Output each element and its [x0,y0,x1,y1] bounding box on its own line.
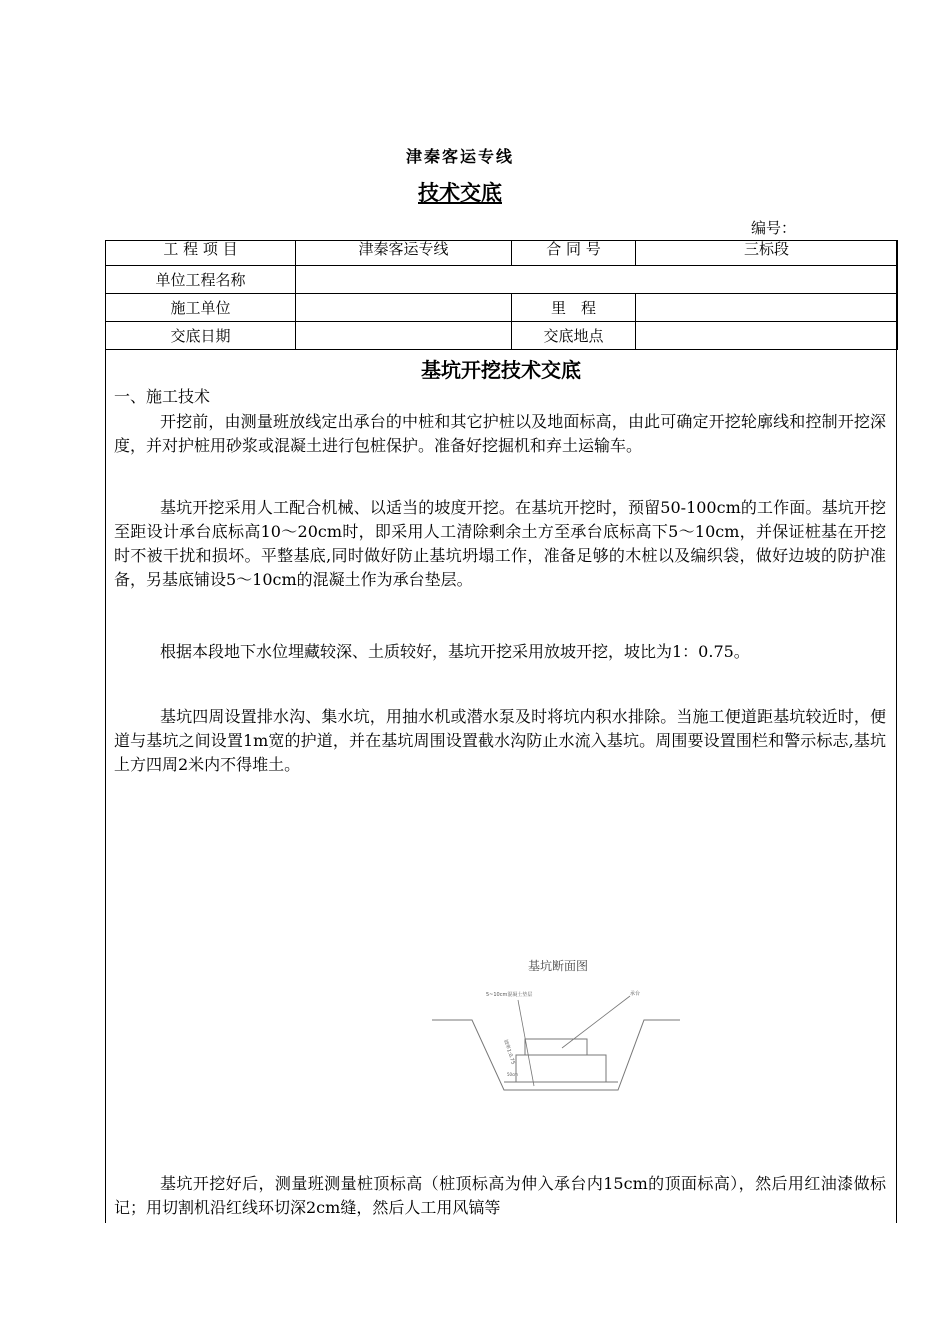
paragraph-1: 开挖前，由测量班放线定出承台的中桩和其它护桩以及地面标高，由此可确定开挖轮廓线和控制开挖深度，并对护桩用砂浆或混凝土进行包桩保护。准备好挖掘机和弃土运输车。 [114,412,886,455]
cap-top [525,1039,587,1055]
place-value [636,322,898,350]
project-value: 津秦客运专线 [296,241,512,266]
contract-value: 三标段 [636,241,898,266]
unit-name-value [296,266,898,294]
project-name: 津秦客运专线 [405,147,514,166]
pit-section-diagram [430,948,685,1098]
paragraph-5: 基坑开挖好后，测量班测量桩顶标高（桩顶标高为伸入承台内15cm的顶面标高），然后用红油漆做标记；用切割机沿红线环切深2cm缝，然后人工用风镐等 [114,1174,886,1217]
diagram-title: 基坑断面图 [527,959,589,973]
info-row-unit [106,266,898,294]
doc-number-label: 编号： [751,219,797,237]
diagram-work-label: 50cm [507,1072,519,1077]
cap-base [516,1055,606,1082]
info-table [105,240,898,350]
info-row-project [106,241,898,266]
contract-label: 合 同 号 [512,241,636,266]
section-title: 基坑开挖技术交底 [421,358,581,382]
paragraph-2: 基坑开挖采用人工配合机械、以适当的坡度开挖。在基坑开挖时，预留50-100cm的工作面。基坑开挖至距设计承台底标高10～20cm时，即采用人工清除剩余土方至承台底标高下5～10cm，并保证桩基在开挖时不被干扰和损坏。平整基底,同时做好防止基坑坍塌工作，准备足够的木桩以及编织袋，做好边坡的防护准备，另基底铺设5～10cm的混凝土作为承台垫层。 [114,498,886,589]
paragraph-4: 基坑四周设置排水沟、集水坑，用抽水机或潜水泵及时将坑内积水排除。当施工便道距基坑较近时，便道与基坑之间设置1m宽的护道，并在基坑周围设置截水沟防止水流入基坑。周围要设置围栏和警示标志,基坑上方四周2米内不得堆土。 [114,707,886,774]
date-label: 交底日期 [106,322,296,350]
paragraph-3: 根据本段地下水位埋藏较深、土质较好，基坑开挖采用放坡开挖，坡比为1：0.75。 [160,642,750,661]
builder-value [296,294,512,322]
unit-name-label: 单位工程名称 [106,266,296,294]
doc-title [0,177,920,207]
place-label: 交底地点 [512,322,636,350]
builder-label: 施工单位 [106,294,296,322]
mileage-value [636,294,898,322]
info-row-builder [106,294,898,322]
mileage-label: 里 程 [512,294,636,322]
diagram-cushion-label: 5~10cm混凝土垫层 [486,992,533,998]
cap-leader [562,996,630,1048]
cushion-leader [518,1000,534,1086]
info-row-date [106,322,898,350]
diagram-slope-label: 坡率1:0.75 [502,1038,516,1066]
doc-title-text: 技术交底 [418,181,502,205]
diagram-cap-label: 承台 [630,991,641,997]
date-value [296,322,512,350]
project-label: 工 程 项 目 [106,241,296,266]
section-heading: 一、施工技术 [114,387,211,406]
